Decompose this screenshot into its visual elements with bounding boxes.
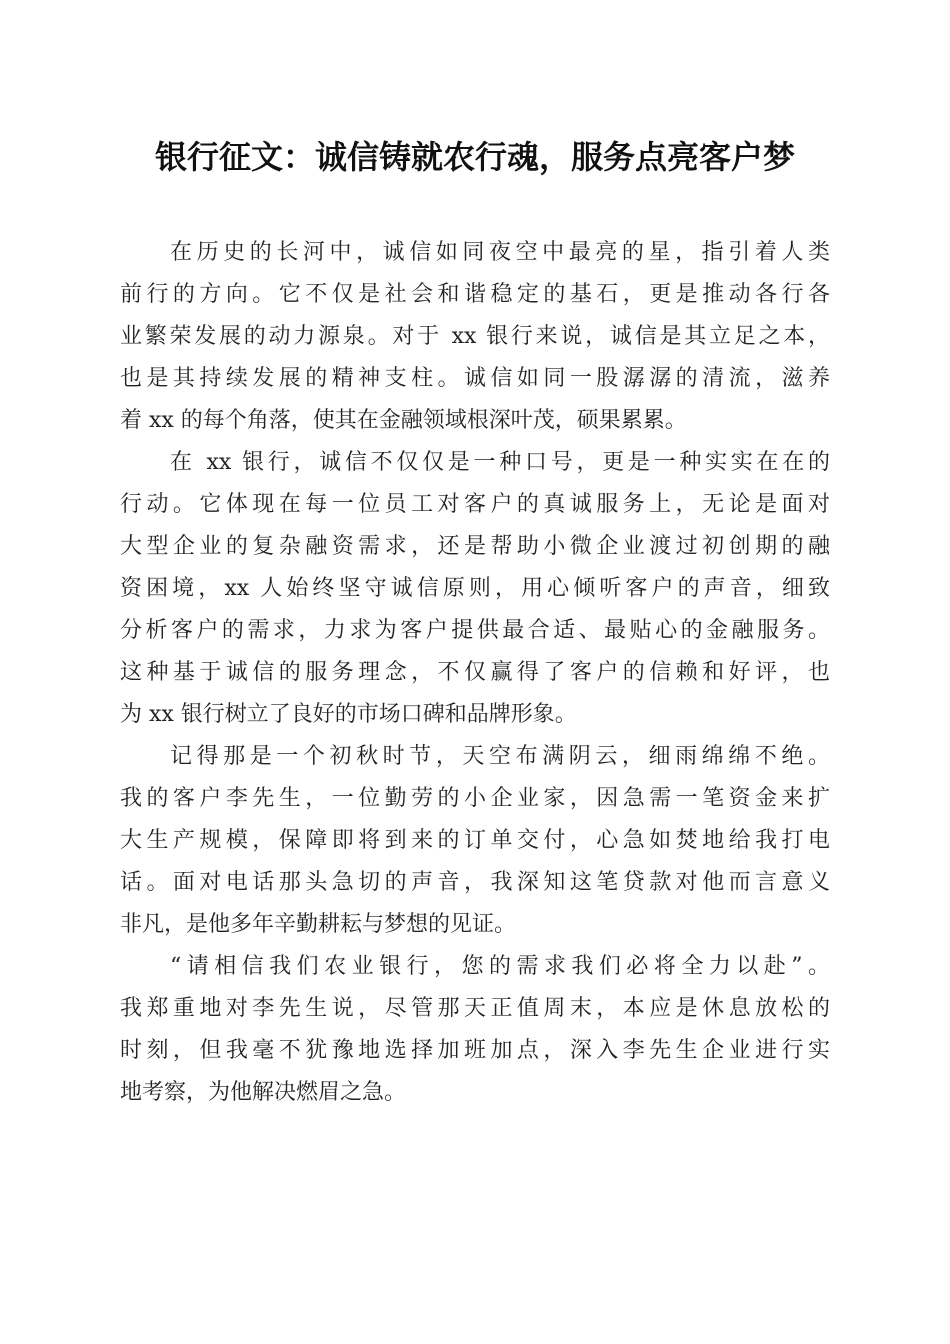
text-line: 前行的方向。它不仅是社会和谐稳定的基石，更是推动各行各 [120, 282, 830, 307]
paragraph [120, 442, 830, 736]
text-line: 话。面对电话那头急切的声音，我深知这笔贷款对他而言意义 [120, 870, 830, 895]
document-body [120, 232, 830, 1114]
text-line: 非凡，是他多年辛勤耕耘与梦想的见证。 [120, 912, 517, 937]
text-line: 行动。它体现在每一位员工对客户的真诚服务上，无论是面对 [120, 492, 830, 517]
text-line: 为 xx 银行树立了良好的市场口碑和品牌形象。 [120, 702, 577, 727]
text-line: 地考察，为他解决燃眉之急。 [120, 1080, 407, 1105]
text-line: 这种基于诚信的服务理念，不仅赢得了客户的信赖和好评，也 [120, 660, 830, 685]
text-line: 业繁荣发展的动力源泉。对于 xx 银行来说，诚信是其立足之本， [120, 324, 830, 349]
text-line: 记得那是一个初秋时节，天空布满阴云，细雨绵绵不绝。 [170, 744, 830, 769]
text-line: 分析客户的需求，力求为客户提供最合适、最贴心的金融服务。 [120, 618, 830, 643]
paragraph [120, 232, 830, 442]
text-line: 着 xx 的每个角落，使其在金融领域根深叶茂，硕果累累。 [120, 408, 687, 433]
text-line: 我郑重地对李先生说，尽管那天正值周末，本应是休息放松的 [120, 996, 830, 1021]
text-line: 资困境，xx 人始终坚守诚信原则，用心倾听客户的声音，细致 [120, 576, 830, 601]
text-line: “请相信我们农业银行，您的需求我们必将全力以赴”。 [170, 954, 830, 979]
text-line: 在 xx 银行，诚信不仅仅是一种口号，更是一种实实在在的 [170, 450, 830, 475]
text-line: 也是其持续发展的精神支柱。诚信如同一股潺潺的清流，滋养 [120, 366, 830, 391]
text-line: 大型企业的复杂融资需求，还是帮助小微企业渡过初创期的融 [120, 534, 830, 559]
text-line: 时刻，但我毫不犹豫地选择加班加点，深入李先生企业进行实 [120, 1038, 830, 1063]
paragraph [120, 946, 830, 1114]
text-line: 我的客户李先生，一位勤劳的小企业家，因急需一笔资金来扩 [120, 786, 830, 811]
document-title: 银行征文：诚信铸就农行魂，服务点亮客户梦 [154, 138, 795, 176]
text-line: 大生产规模，保障即将到来的订单交付，心急如焚地给我打电 [120, 828, 830, 853]
paragraph [120, 736, 830, 946]
text-line: 在历史的长河中，诚信如同夜空中最亮的星，指引着人类 [170, 240, 830, 265]
